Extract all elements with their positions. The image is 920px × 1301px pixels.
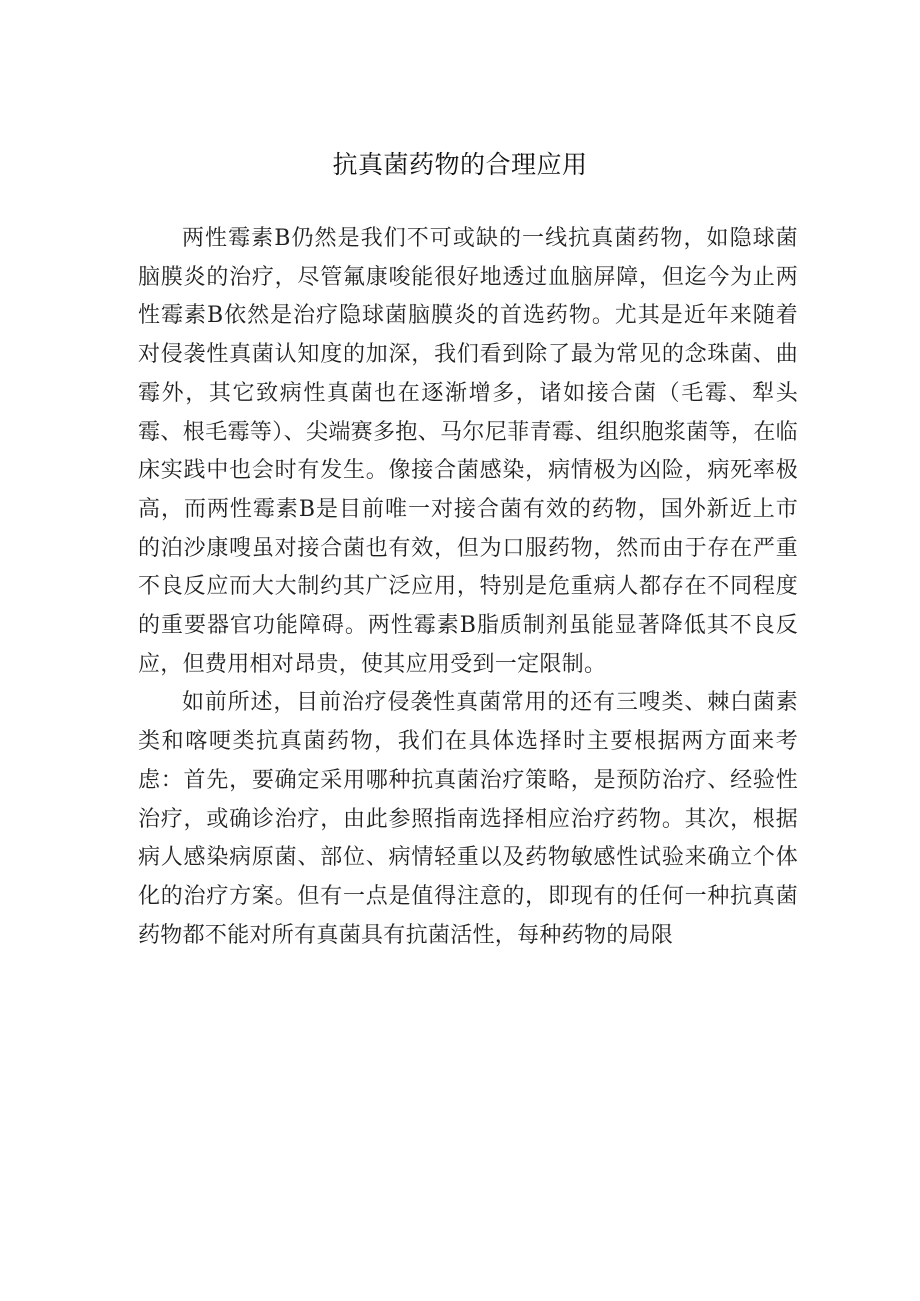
document-body bbox=[138, 220, 798, 955]
paragraph-1: 两性霉素B仍然是我们不可或缺的一线抗真菌药物，如隐球菌脑膜炎的治疗，尽管氟康唆能很好地透过血脑屏障，但迄今为止两性霉素B依然是治疗隐球菌脑膜炎的首选药物。尤其是近年来随着对侵袭性真菌认知度的加深，我们看到除了最为常见的念珠菌、曲霉外，其它致病性真菌也在逐渐增多，诸如接合菌（毛霉、犁头霉、根毛霉等）、尖端赛多抱、马尔尼菲青霉、组织胞浆菌等，在临床实践中也会时有发生。像接合菌感染，病情极为凶险，病死率极高，而两性霉素B是目前唯一对接合菌有效的药物，国外新近上市的泊沙康嗖虽对接合菌也有效，但为口服药物，然而由于存在严重不良反应而大大制约其广泛应用，特别是危重病人都存在不同程度的重要器官功能障碍。两性霉素B脂质制剂虽能显著降低其不良反应，但费用相对昂贵，使其应用受到一定限制。 bbox=[138, 226, 798, 677]
document-title: 抗真菌药物的合理应用 bbox=[332, 150, 588, 179]
paragraph-2: 如前所述，目前治疗侵袭性真菌常用的还有三嗖类、棘白菌素类和喀哽类抗真菌药物，我们在具体选择时主要根据两方面来考虑：首先，要确定采用哪种抗真菌治疗策略，是预防治疗、经验性治疗，或确诊治疗，由此参照指南选择相应治疗药物。其次，根据病人感染病原菌、部位、病情轻重以及药物敏感性试验来确立个体化的治疗方案。但有一点是值得注意的，即现有的任何一种抗真菌药物都不能对所有真菌具有抗菌活性，每种药物的局限 bbox=[138, 690, 798, 948]
